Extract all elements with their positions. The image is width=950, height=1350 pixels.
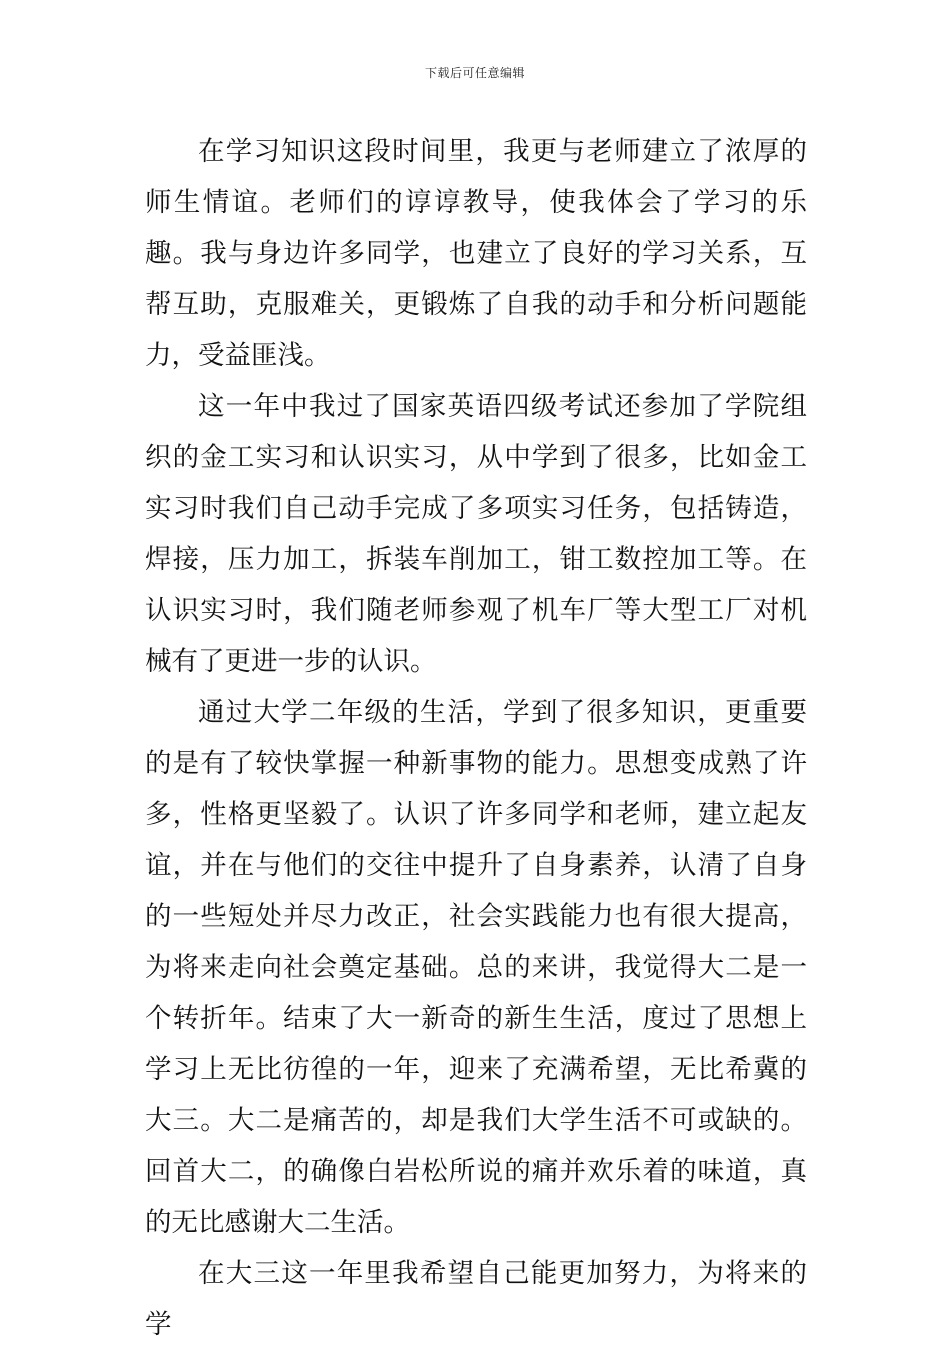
document-body xyxy=(145,126,807,1350)
paragraph: 通过大学二年级的生活，学到了很多知识，更重要的是有了较快掌握一种新事物的能力。思想变成熟了许多，性格更坚毅了。认识了许多同学和老师，建立起友谊，并在与他们的交往中提升了自身素养，认清了自身的一些短处并尽力改正，社会实践能力也有很大提高，为将来走向社会奠定基础。总的来讲，我觉得大二是一个转折年。结束了大一新奇的新生生活，度过了思想上学习上无比彷徨的一年，迎来了充满希望，无比希冀的大三。大二是痛苦的，却是我们大学生活不可或缺的。回首大二，的确像白岩松所说的痛并欢乐着的味道，真的无比感谢大二生活。 xyxy=(145,697,807,1238)
paragraph: 这一年中我过了国家英语四级考试还参加了学院组织的金工实习和认识实习，从中学到了很多，比如金工实习时我们自己动手完成了多项实习任务，包括铸造，焊接，压力加工，拆装车削加工，钳工数控加工等。在认识实习时，我们随老师参观了机车厂等大型工厂对机械有了更进一步的认识。 xyxy=(145,391,807,677)
paragraph: 在学习知识这段时间里，我更与老师建立了浓厚的师生情谊。老师们的谆谆教导，使我体会了学习的乐趣。我与身边许多同学，也建立了良好的学习关系，互帮互助，克服难关，更锻炼了自我的动手和分析问题能力，受益匪浅。 xyxy=(145,136,807,371)
page-header: 下载后可任意编辑 xyxy=(424,66,525,80)
paragraph: 在大三这一年里我希望自己能更加努力，为将来的学 xyxy=(145,1258,807,1340)
